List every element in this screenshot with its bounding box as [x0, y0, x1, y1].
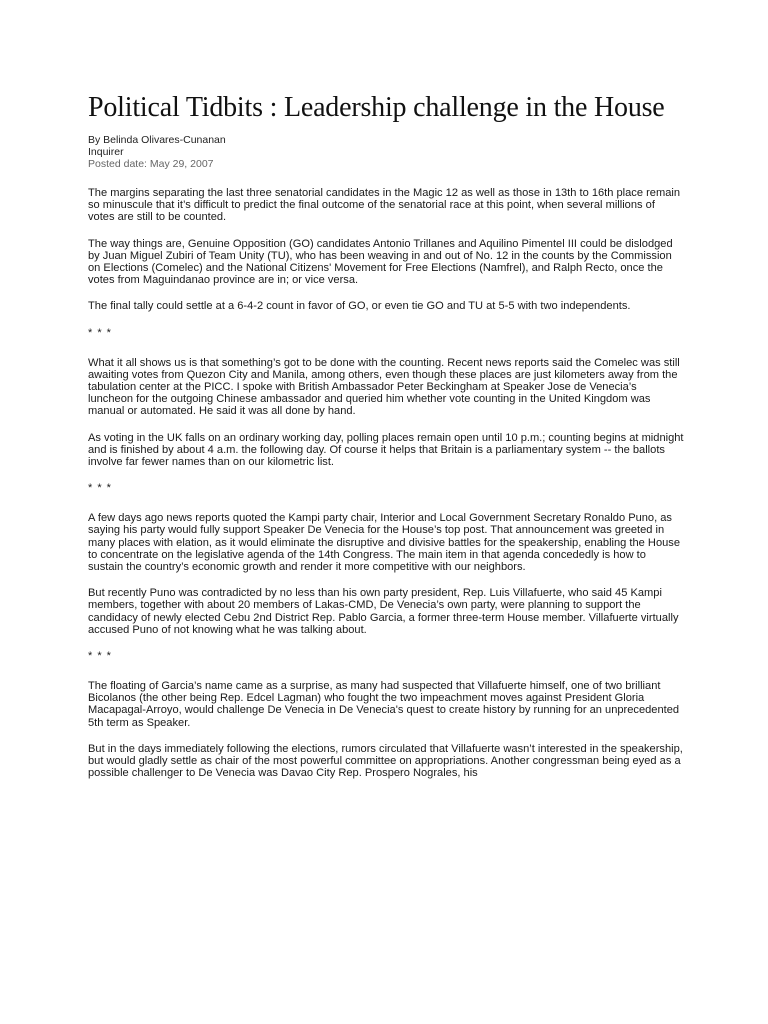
paragraph: What it all shows us is that something’s got to be done with the counting. Recent news reports said the Comelec was still awaiting votes from Quezon City and Manila, among others, even though these places are just kilometers away from the tabulation center at the PICC. I spoke with British Ambassador Peter Beckingham at Speaker Jose de Venecia’s luncheon for the outgoing Chinese ambassador and queried him whether vote counting in the United Kingdom was manual or automated. He said it was all done by hand.: [88, 356, 680, 418]
article-body: [88, 187, 684, 780]
section-separator: * * *: [88, 326, 112, 339]
source: Inquirer: [88, 146, 124, 158]
paragraph: The floating of Garcia’s name came as a surprise, as many had suspected that Villafuerte himself, one of two brilliant Bicolanos (the other being Rep. Edcel Lagman) who fought the two impeachment moves against President Gloria Macapagal-Arroyo, would challenge De Venecia in De Venecia's quest to create history by running for an unprecedented 5th term as Speaker.: [88, 680, 680, 729]
section-separator: * * *: [88, 482, 112, 495]
section-separator: * * *: [88, 650, 112, 663]
posted-date: Posted date: May 29, 2007: [88, 158, 214, 170]
paragraph: A few days ago news reports quoted the Kampi party chair, Interior and Local Government Secretary Ronaldo Puno, as saying his party would fully support Speaker De Venecia for the House’s top post. That announcement was greeted in many places with elation, as it would eliminate the disruptive and divisive battles for the speakership, enabling the House to concentrate on the legislative agenda of the 14th Congress. The main item in that agenda concededly is how to sustain the country’s economic growth and render it more competitive with our neighbors.: [88, 512, 680, 574]
paragraph: But recently Puno was contradicted by no less than his own party president, Rep. Luis Villafuerte, who said 45 Kampi members, together with about 20 members of Lakas-CMD, De Venecia’s own party, were planning to support the candidacy of newly elected Cebu 2nd District Rep. Pablo Garcia, a former three-term House member. Villafuerte virtually accused Puno of not knowing what he was talking about.: [88, 587, 679, 636]
paragraph: The final tally could settle at a 6-4-2 count in favor of GO, or even tie GO and TU at 5-5 with two independents.: [88, 300, 631, 313]
article: [88, 92, 684, 794]
paragraph: The way things are, Genuine Opposition (GO) candidates Antonio Trillanes and Aquilino Pimentel III could be dislodged by Juan Miguel Zubiri of Team Unity (TU), who has been weaving in and out of No. 12 in the counts by the Commission on Elections (Comelec) and the National Citizens' Movement for Free Elections (Namfrel), and Ralph Recto, once the votes from Maguindanao province are in; or vice versa.: [88, 237, 673, 287]
paragraph: The margins separating the last three senatorial candidates in the Magic 12 as well as those in 13th to 16th place remain so minuscule that it’s difficult to predict the final outcome of the senatorial race at this point, when several millions of votes are still to be counted.: [88, 187, 681, 224]
article-title: Political Tidbits : Leadership challenge in the House: [88, 92, 665, 123]
paragraph: But in the days immediately following the elections, rumors circulated that Villafuerte wasn’t interested in the speakership, but would gladly settle as chair of the most powerful committee on appropriations. Another congressman being eyed as a possible challenger to De Venecia was Davao City Rep. Prospero Nograles, his: [88, 742, 683, 780]
byline: By Belinda Olivares-Cunanan: [88, 134, 226, 146]
paragraph: As voting in the UK falls on an ordinary working day, polling places remain open until 10 p.m.; counting begins at midnight and is finished by about 4 a.m. the following day. Of course it helps that Britain is a parliamentary system -- the ballots involve far fewer names than on our kilometric list.: [88, 431, 684, 469]
